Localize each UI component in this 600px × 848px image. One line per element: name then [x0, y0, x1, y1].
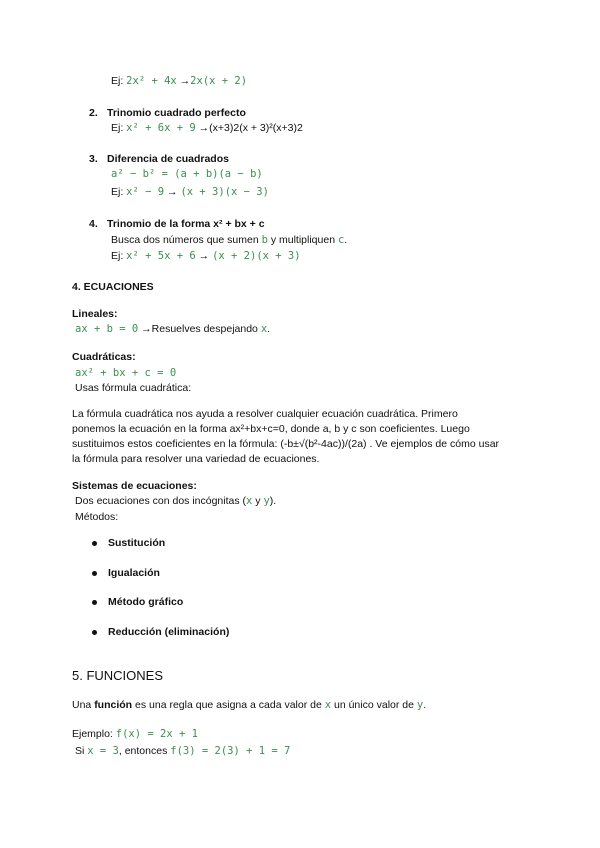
bullet-icon — [92, 600, 97, 605]
example-formula: f(x) = 2x + 1 — [115, 728, 198, 740]
funcion-example: Ejemplo: f(x) = 2x + 1 — [72, 728, 198, 740]
arrow: → — [179, 75, 191, 87]
paragraph-line: ponemos la ecuación en la forma ax²+bx+c=0, donde a, b y c son coeficientes. Luego — [72, 423, 470, 435]
metodos-label: Métodos: — [75, 511, 119, 523]
example-rhs: (x + 3)(x − 3) — [180, 186, 269, 198]
example-rhs: 2x(x + 2) — [190, 75, 248, 87]
example-lhs: x² + 5x + 6 — [126, 250, 196, 262]
lineales-formula: ax + b = 0 — [75, 323, 139, 335]
funcion-definition: Una función es una regla que asigna a cada valor de x un único valor de y. — [72, 699, 427, 711]
example-rhs: (x + 2)(x + 3) — [212, 250, 301, 262]
lineales-heading: Lineales: — [72, 308, 118, 320]
item-3-title: 3. Diferencia de cuadrados — [89, 153, 229, 165]
example-lhs: x² + 6x + 9 — [126, 122, 196, 134]
method-item: Reducción (eliminación) — [108, 626, 230, 638]
method-item: Sustitución — [108, 537, 166, 549]
paragraph-line: la fórmula para resolver una variedad de ecuaciones. — [72, 453, 320, 465]
cuadraticas-formula: ax² + bx + c = 0 — [75, 367, 177, 379]
item-4-title: 4. Trinomio de la forma x² + bx + c — [89, 218, 265, 230]
example-rhs: (x+3)2(x + 3)²(x+3)2 — [209, 122, 303, 134]
paragraph-line: sustituimos estos coeficientes en la fórmula: (-b±√(b²-4ac))/(2a) . Ve ejemplos de cómo usar — [72, 438, 500, 450]
example-lhs: x² − 9 — [126, 186, 165, 198]
lineales-line: ax + b = 0 →Resuelves despejando x. — [75, 323, 271, 335]
paragraph-line: La fórmula cuadrática nos ayuda a resolver cualquier ecuación cuadrática. Primero — [72, 408, 458, 420]
bullet-icon — [92, 630, 97, 635]
item-4-description: Busca dos números que sumen b y multipliquen c. — [111, 234, 348, 246]
example-lhs: 2x² + 4x — [126, 75, 177, 87]
item-2-title: 2. Trinomio cuadrado perfecto — [89, 107, 246, 119]
funcion-evaluation: Si x = 3, entonces f(3) = 2(3) + 1 = 7 — [75, 745, 291, 757]
sistemas-heading: Sistemas de ecuaciones: — [72, 480, 197, 492]
item-4-example: Ej: x² + 5x + 6 → (x + 2)(x + 3) — [111, 250, 301, 262]
item-3-example: Ej: x² − 9 → (x + 3)(x − 3) — [111, 186, 269, 198]
method-item: Igualación — [108, 567, 160, 579]
method-item: Método gráfico — [108, 596, 184, 608]
factor-comun-example — [111, 74, 247, 88]
sistemas-description: Dos ecuaciones con dos incógnitas (x y y). — [75, 495, 277, 507]
section-4-heading: 4. ECUACIONES — [72, 281, 154, 293]
example-label: Ej: — [111, 75, 127, 87]
cuadraticas-text: Usas fórmula cuadrática: — [75, 382, 192, 394]
cuadraticas-heading: Cuadráticas: — [72, 351, 136, 363]
bullet-icon — [92, 541, 97, 546]
item-2-example: Ej: x² + 6x + 9 →(x+3)2(x + 3)²(x+3)2 — [111, 122, 303, 134]
bullet-icon — [92, 571, 97, 576]
section-5-heading: 5. FUNCIONES — [72, 668, 164, 683]
item-3-formula: a² − b² = (a + b)(a − b) — [111, 168, 263, 180]
